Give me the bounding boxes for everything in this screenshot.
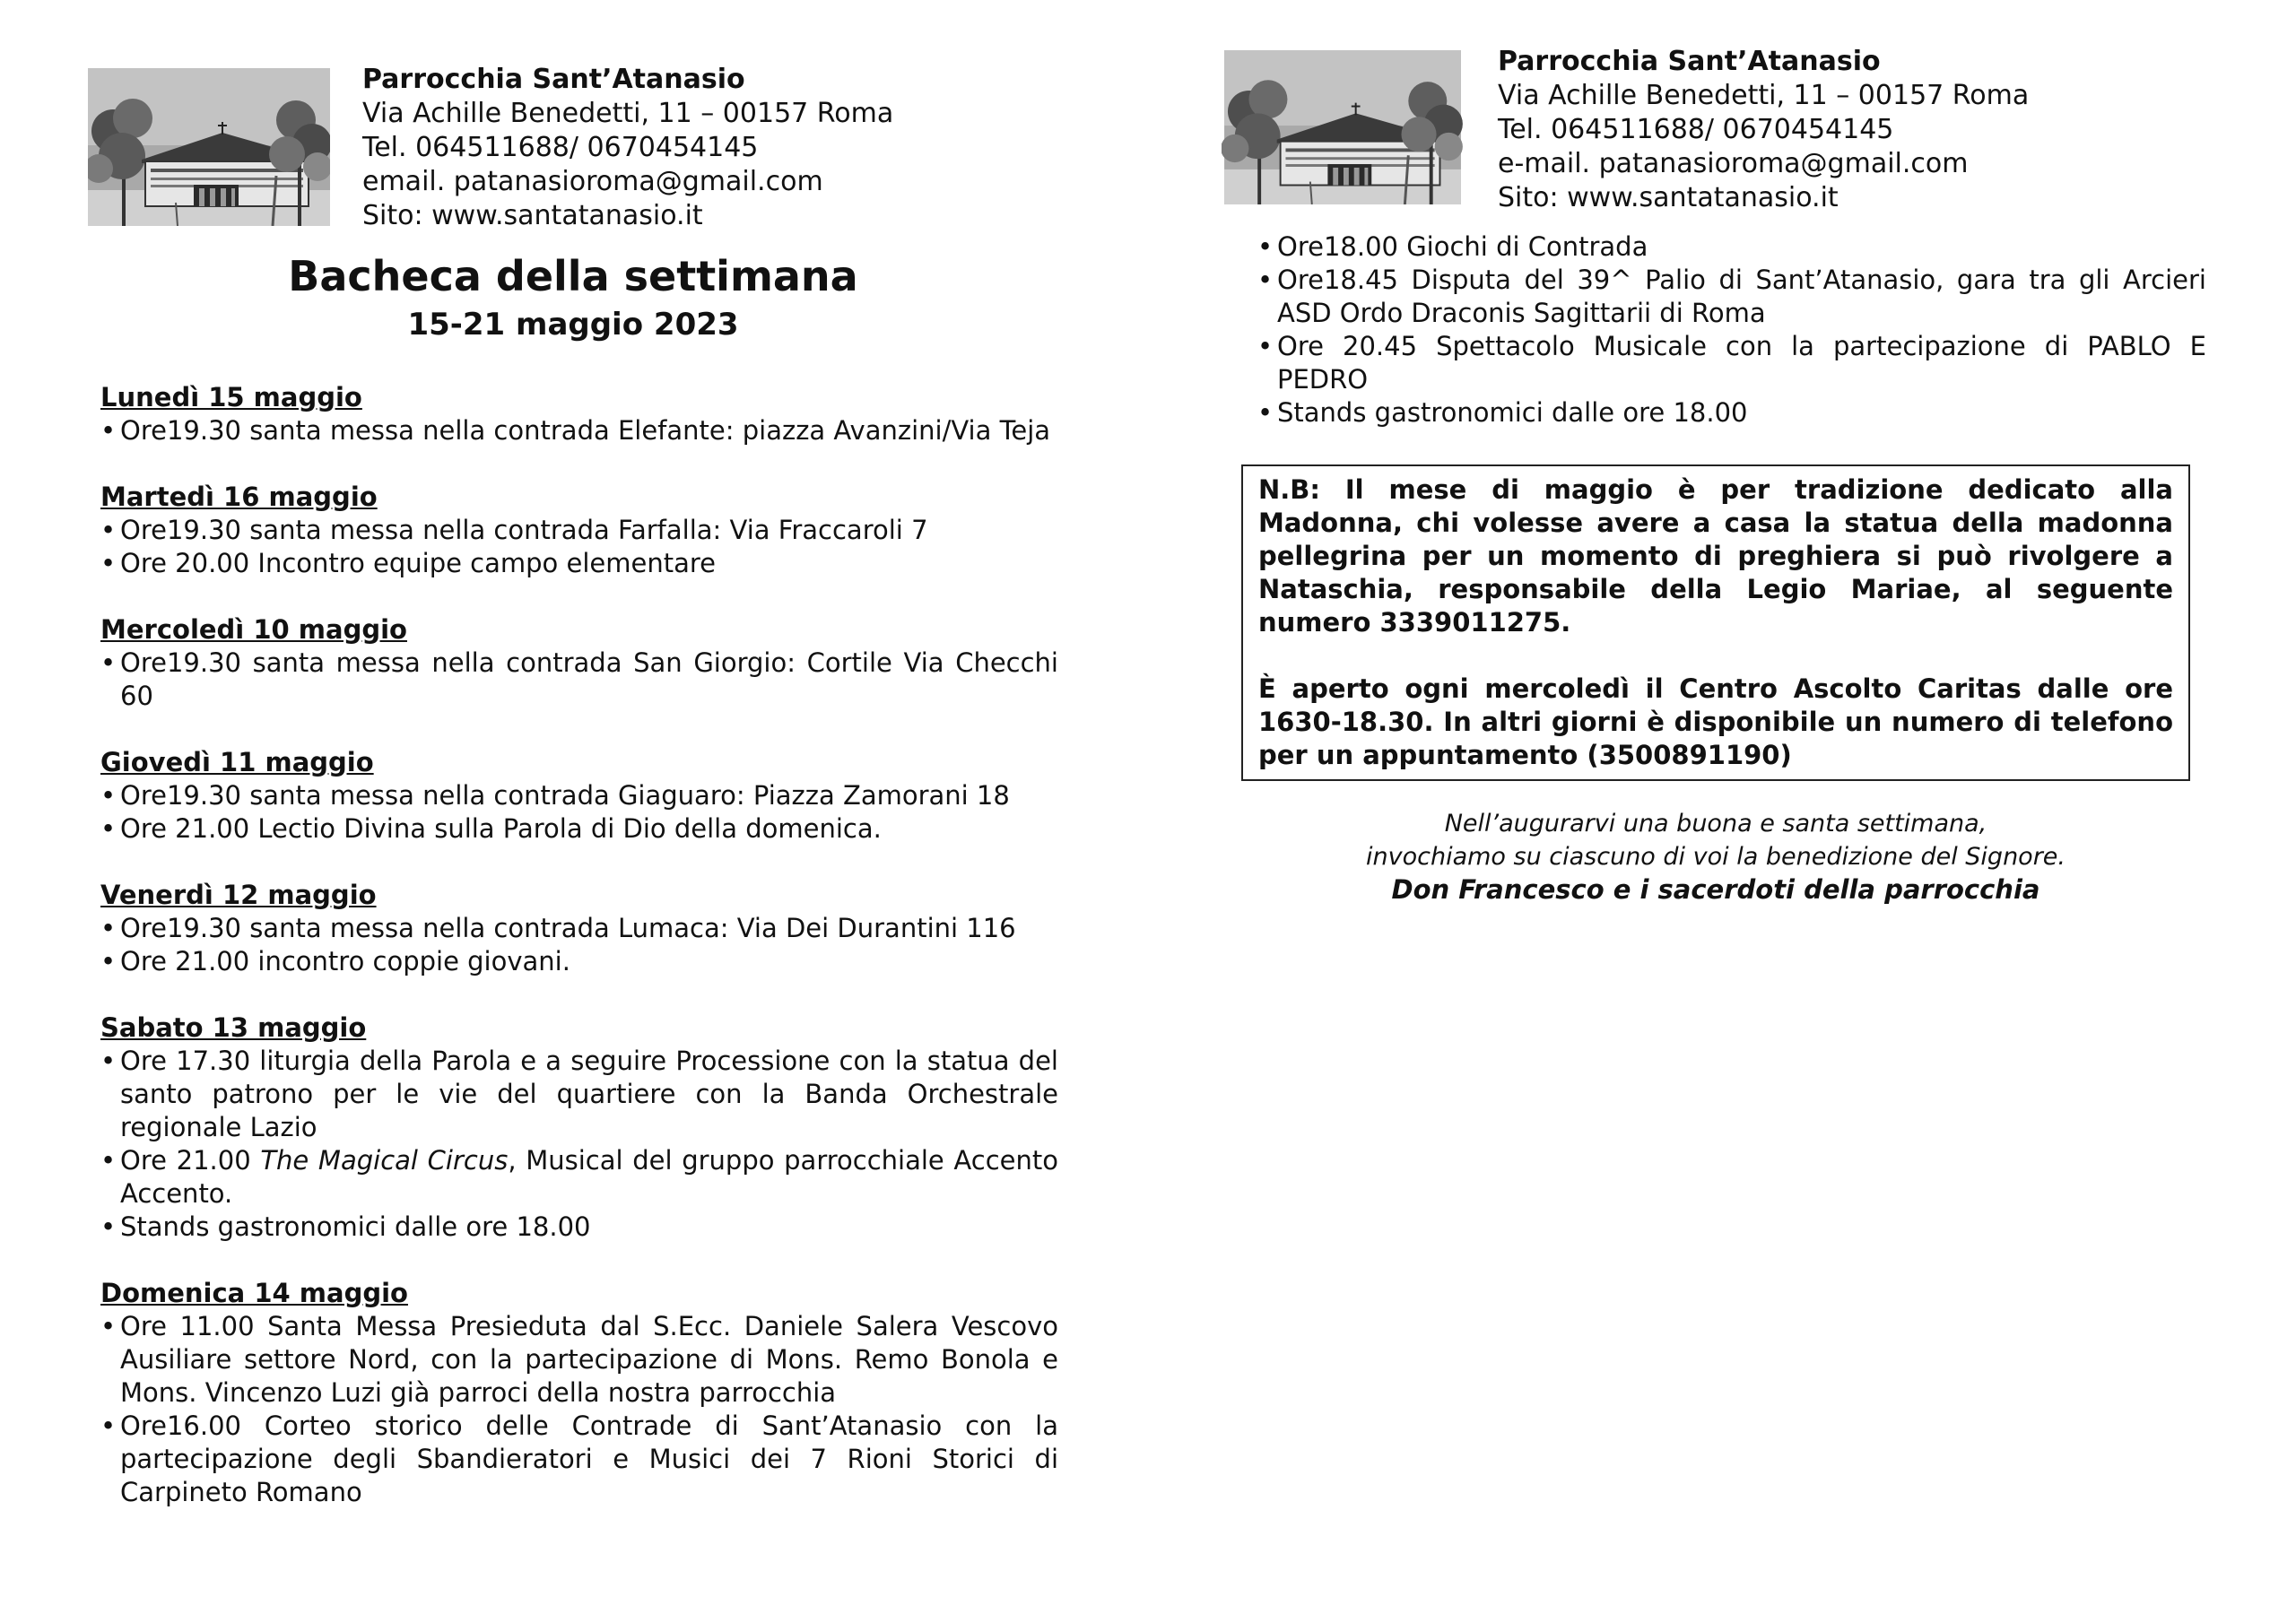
day-title: Lunedì 15 maggio xyxy=(100,382,362,412)
event-item: • Stands gastronomici dalle ore 18.00 xyxy=(100,1211,1058,1244)
event-item: • Ore 20.45 Spettacolo Musicale con la partecipazione di PABLO E PEDRO xyxy=(1257,330,2206,396)
parish-phone: Tel. 064511688/ 0670454145 xyxy=(1498,114,1894,145)
church-building-logo xyxy=(88,68,330,226)
event-list xyxy=(100,779,1058,846)
day-title: Mercoledì 10 maggio xyxy=(100,614,407,645)
continued-schedule xyxy=(1257,230,2206,430)
parish-name: Parrocchia Sant’Atanasio xyxy=(362,64,745,95)
day-title: Domenica 14 maggio xyxy=(100,1278,408,1308)
event-list xyxy=(100,647,1058,713)
event-item xyxy=(100,1144,1058,1211)
event-list xyxy=(100,912,1058,978)
event-list xyxy=(100,514,1058,580)
day-title: Giovedì 11 maggio xyxy=(100,747,374,777)
day-title: Venerdì 12 maggio xyxy=(100,880,377,910)
event-item: • Stands gastronomici dalle ore 18.00 xyxy=(1257,396,2206,430)
event-text: Ore 21.00 xyxy=(120,1145,261,1176)
event-item: • Ore19.30 santa messa nella contrada Elefante: piazza Avanzini/Via Teja xyxy=(100,414,1058,447)
parish-website: Sito: www.santatanasio.it xyxy=(362,200,703,231)
event-item: • Ore16.00 Corteo storico delle Contrade di Sant’Atanasio con la partecipazione degli Sbandieratori e Musici dei 7 Rioni Storici di Carpineto Romano xyxy=(100,1410,1058,1509)
day-section xyxy=(100,746,1058,846)
closing-line: invochiamo su ciascuno di voi la benedizione del Signore. xyxy=(1366,843,2066,871)
event-item: • Ore18.45 Disputa del 39^ Palio di Sant’Atanasio, gara tra gli Arcieri ASD Ordo Draconis Sagittarii di Roma xyxy=(1257,264,2206,330)
event-item: • Ore19.30 santa messa nella contrada San Giorgio: Cortile Via Checchi 60 xyxy=(100,647,1058,713)
event-item: • Ore18.00 Giochi di Contrada xyxy=(1257,230,2206,264)
parish-header-left xyxy=(88,64,1058,231)
notice-caritas: È aperto ogni mercoledì il Centro Ascolto Caritas dalle ore 1630-18.30. In altri giorni è disponibile un numero di telefono per un appuntamento (3500891190) xyxy=(1258,673,2173,770)
day-title: Sabato 13 maggio xyxy=(100,1012,367,1043)
event-item: • Ore 21.00 incontro coppie giovani. xyxy=(100,945,1058,978)
event-list xyxy=(100,1045,1058,1244)
event-item: • Ore19.30 santa messa nella contrada Lumaca: Via Dei Durantini 116 xyxy=(100,912,1058,945)
notice-madonna: N.B: Il mese di maggio è per tradizione dedicato alla Madonna, chi volesse avere a casa la statua della madonna pellegrina per un momento di preghiera si può rivolgere a Nataschia, responsabile della Legio Mariae, al seguente numero 3339011275. xyxy=(1258,474,2173,638)
parish-email: e-mail. patanasioroma@gmail.com xyxy=(1498,148,1969,179)
event-list xyxy=(100,1310,1058,1509)
church-building-logo xyxy=(1222,50,1464,204)
signature: Don Francesco e i sacerdoti della parrocchia xyxy=(1391,874,2040,905)
page-subtitle: 15-21 maggio 2023 xyxy=(407,307,739,343)
event-item: • Ore19.30 santa messa nella contrada Farfalla: Via Fraccaroli 7 xyxy=(100,514,1058,547)
event-item: • Ore 20.00 Incontro equipe campo elementare xyxy=(100,547,1058,580)
parish-header-right xyxy=(1222,46,2224,213)
parish-address: Via Achille Benedetti, 11 – 00157 Roma xyxy=(1498,80,2030,111)
day-section xyxy=(100,879,1058,978)
parish-email: email. patanasioroma@gmail.com xyxy=(362,166,823,197)
parish-phone: Tel. 064511688/ 0670454145 xyxy=(362,132,759,163)
day-section xyxy=(100,1277,1058,1509)
closing-message xyxy=(1241,807,2190,907)
event-item: • Ore 17.30 liturgia della Parola e a seguire Processione con la statua del santo patrono per le vie del quartiere con la Banda Orchestrale regionale Lazio xyxy=(100,1045,1058,1144)
parish-name: Parrocchia Sant’Atanasio xyxy=(1498,46,1881,77)
musical-title: The Magical Circus xyxy=(260,1145,509,1176)
day-section xyxy=(100,381,1058,447)
closing-line: Nell’augurarvi una buona e santa settimana, xyxy=(1444,810,1987,838)
page-title: Bacheca della settimana xyxy=(288,252,858,300)
day-section xyxy=(100,613,1058,713)
weekly-schedule xyxy=(100,381,1058,1542)
event-item: • Ore 11.00 Santa Messa Presieduta dal S.Ecc. Daniele Salera Vescovo Ausiliare settore Nord, con la partecipazione di Mons. Remo Bonola e Mons. Vincenzo Luzi già parroci della nostra parrocchia xyxy=(100,1310,1058,1410)
day-title: Martedì 16 maggio xyxy=(100,482,378,512)
event-list xyxy=(100,414,1058,447)
notice-box xyxy=(1241,464,2190,781)
event-list xyxy=(1257,230,2206,430)
day-section xyxy=(100,481,1058,580)
event-item: • Ore19.30 santa messa nella contrada Giaguaro: Piazza Zamorani 18 xyxy=(100,779,1058,812)
day-section xyxy=(100,1011,1058,1244)
parish-address: Via Achille Benedetti, 11 – 00157 Roma xyxy=(362,98,894,129)
event-text: , Musical del gruppo parrocchiale Accento Accento. xyxy=(120,1145,1058,1209)
event-item: • Ore 21.00 Lectio Divina sulla Parola di Dio della domenica. xyxy=(100,812,1058,846)
parish-website: Sito: www.santatanasio.it xyxy=(1498,182,1839,213)
